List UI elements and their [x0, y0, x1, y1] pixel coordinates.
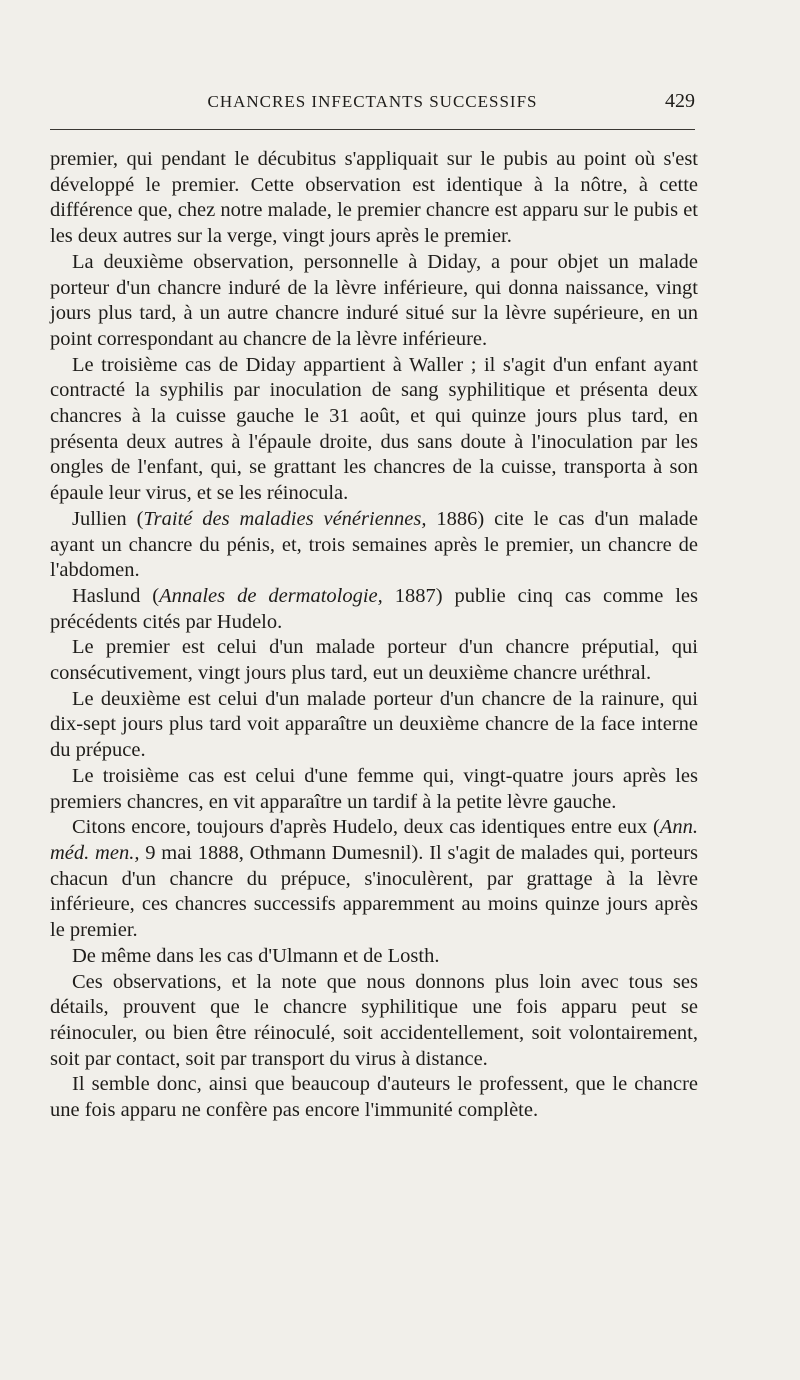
- citation-title-jullien: Traité des maladies vénériennes,: [143, 507, 427, 530]
- paragraph-5: [50, 584, 698, 635]
- paragraph-7: Le deuxième est celui d'un malade porteur d'un chancre de la rainure, qui dix-sept jours plus tard voit apparaître un deuxième chancre de la face interne du prépuce.: [50, 687, 698, 762]
- page-header: [50, 88, 695, 118]
- citation-title-haslund: Annales de dermatologie,: [159, 584, 383, 607]
- paragraph-5-text-a: Haslund (: [72, 584, 160, 607]
- paragraph-3: Le troisième cas de Diday appartient à Waller ; il s'agit d'un enfant ayant contracté la syphilis par inoculation de sang syphilitique et présenta deux chancres à la cuisse gauche le 31 août, et qui quinze jours plus tard, en présenta deux autres à l'épaule droite, dus sans doute à l'inoculation par les ongles de l'enfant, qui, se grattant les chancres de la cuisse, transporta à son épaule leur virus, et se les réinocula.: [50, 353, 698, 505]
- paragraph-11: Ces observations, et la note que nous donnons plus loin avec tous ses détails, prouvent que le chancre syphilitique une fois apparu peut se réinoculer, ou bien être réinoculé, soit accidentellement, soit volontairement, soit par contact, soit par transport du virus à distance.: [50, 970, 698, 1070]
- paragraph-4-text-a: Jullien (: [72, 507, 144, 530]
- body-text: [50, 147, 698, 1124]
- paragraph-9-text-b: 9 mai 1888, Othmann Dumesnil). Il s'agit de malades qui, porteurs chacun d'un chancre du prépuce, s'inoculèrent, par grattage à la lèvre inférieure, ces chancres successifs apparemment au moins quinze jours après le premier.: [50, 841, 698, 942]
- paragraph-5-text-b: 1887) publie cinq cas comme les précédents cités par Hudelo.: [50, 584, 699, 633]
- citation-title-ann-med: Ann. méd. men.,: [50, 816, 698, 864]
- paragraph-4: [50, 507, 698, 584]
- paragraph-10: De même dans les cas d'Ulmann et de Losth.: [72, 944, 440, 967]
- paragraph-9: [50, 815, 698, 944]
- paragraph-6: Le premier est celui d'un malade porteur d'un chancre préputial, qui consécutivement, vingt jours plus tard, eut un deuxième chancre uréthral.: [50, 636, 698, 685]
- paragraph-1: premier, qui pendant le décubitus s'appliquait sur le pubis au point où s'est développé le premier. Cette observation est identique à la nôtre, à cette différence que, chez notre malade, le premier chancre est apparu sur le pubis et les deux autres sur la verge, vingt jours après le premier.: [50, 148, 698, 248]
- header-rule: [50, 129, 695, 130]
- running-title: CHANCRES INFECTANTS SUCCESSIFS: [207, 92, 538, 111]
- paragraph-4-text-b: 1886) cite le cas d'un malade ayant un chancre du pénis, et, trois semaines après le premier, un chancre de l'abdomen.: [50, 507, 698, 582]
- paragraph-8: Le troisième cas est celui d'une femme qui, vingt-quatre jours après les premiers chancres, en vit apparaître un tardif à la petite lèvre gauche.: [50, 764, 698, 813]
- page-number: 429: [665, 90, 695, 112]
- paragraph-12: Il semble donc, ainsi que beaucoup d'auteurs le professent, que le chancre une fois apparu ne confère pas encore l'immunité complète.: [50, 1073, 698, 1122]
- paragraph-2: La deuxième observation, personnelle à Diday, a pour objet un malade porteur d'un chancre induré de la lèvre inférieure, qui donna naissance, vingt jours plus tard, à un autre chancre induré situé sur la lèvre supérieure, en un point correspondant au chancre de la lèvre inférieure.: [50, 250, 698, 350]
- paragraph-9-text-a: Citons encore, toujours d'après Hudelo, deux cas identiques entre eux (: [72, 816, 660, 839]
